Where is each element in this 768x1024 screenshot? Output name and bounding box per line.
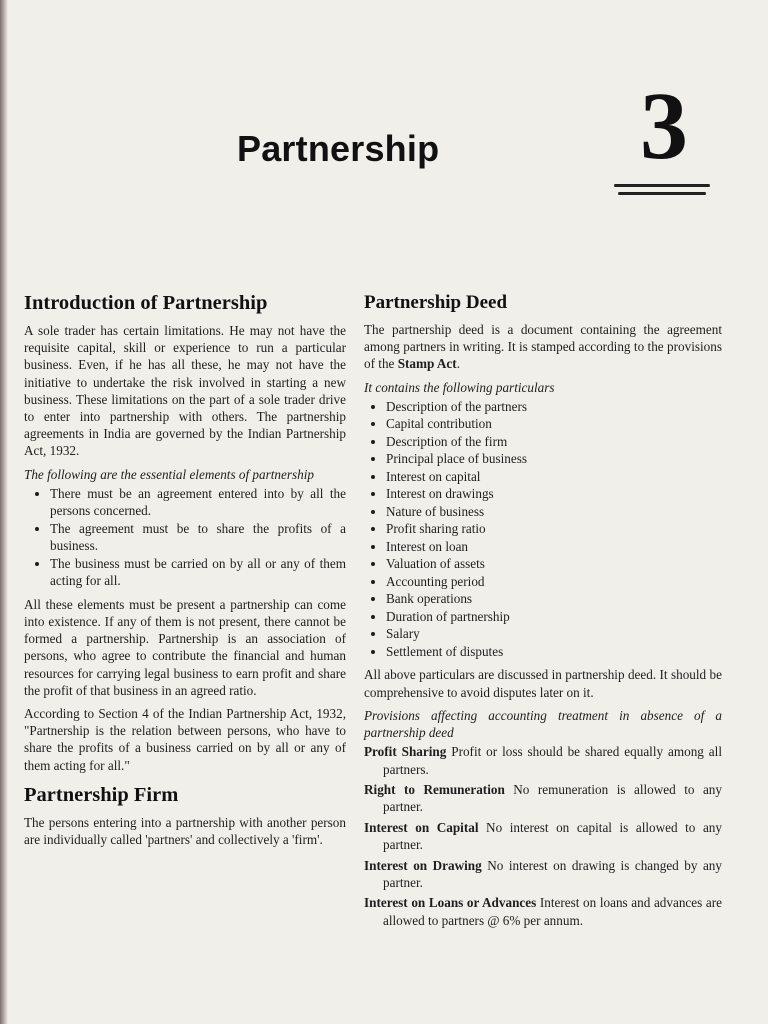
intro-heading: Introduction of Partnership xyxy=(24,292,268,314)
list-item: • Description of the partners xyxy=(386,398,722,416)
deed-text: The partnership deed is a document containing the agreement among partners in writing. It is stamped according to the provisions of the xyxy=(364,322,722,372)
particulars-lead: It contains the following particulars xyxy=(364,379,555,395)
list-item: • Salary xyxy=(386,625,722,643)
intro-paragraph-3: According to Section 4 of the Indian Partnership Act, 1932, "Partnership is the relation between persons, who have to share the profits of a business carried on by all or any of them acting for all." xyxy=(24,706,346,773)
provision-item xyxy=(364,781,722,816)
list-item: • Valuation of assets xyxy=(386,555,722,573)
intro-paragraph-1: A sole trader has certain limitations. He may not have the requisite capital, skill or experience to run a particular business. Even, if he has all these, he may not have the initiative to undertake the risk involved in starting a new business. These limitations on the part of a sole trader drive to enter into partnership with others. The partnership agreements in India are governed by the Indian Partnership Act, 1932. xyxy=(24,323,346,459)
provision-term: Interest on Capital xyxy=(364,819,479,835)
chapter-number: 3 xyxy=(640,72,688,179)
list-item: • Interest on drawings xyxy=(386,485,722,503)
provision-item xyxy=(364,743,722,778)
list-item: • Interest on loan xyxy=(386,538,722,556)
deed-paragraph xyxy=(364,321,722,373)
list-item: • Description of the firm xyxy=(386,433,722,451)
list-item: • Settlement of disputes xyxy=(386,643,722,661)
intro-paragraph-2: All these elements must be present a partnership can come into existence. If any of them is not present, there cannot be formed a partnership. Partnership is an association of persons, who agree to contribute the financial and human resources for carrying legal business to earn profit and share the profit of that business in an agreed ratio. xyxy=(24,596,346,698)
deed-text-end: . xyxy=(456,356,460,372)
list-item: • Capital contribution xyxy=(386,415,722,433)
chapter-underline xyxy=(614,184,710,187)
provision-item xyxy=(364,857,722,892)
list-item: • Accounting period xyxy=(386,573,722,591)
provisions-lead: Provisions affecting accounting treatment in absence of a partnership deed xyxy=(364,707,722,740)
right-column xyxy=(364,292,722,932)
list-item: • Principal place of business xyxy=(386,450,722,468)
list-item: • The agreement must be to share the profits of a business. xyxy=(50,520,346,555)
provision-term: Right to Remuneration xyxy=(364,781,505,797)
provision-text: No interest on capital is allowed to any partner. xyxy=(383,819,722,853)
deed-heading: Partnership Deed xyxy=(364,292,508,313)
provision-text: Interest on loans and advances are allowed to partners @ 6% per annum. xyxy=(383,895,722,928)
provision-item xyxy=(364,894,722,929)
page-binding-edge xyxy=(0,0,8,1024)
firm-heading: Partnership Firm xyxy=(24,783,179,806)
list-item: • Interest on capital xyxy=(386,468,722,486)
provision-term: Interest on Drawing xyxy=(364,857,482,873)
list-item: • Bank operations xyxy=(386,590,722,608)
provision-text: No interest on drawing is changed by any partner. xyxy=(383,857,722,890)
provision-item xyxy=(364,819,722,854)
chapter-title: Partnership xyxy=(237,128,440,169)
list-item: • The business must be carried on by all or any of them acting for all. xyxy=(50,555,346,590)
stamp-act: Stamp Act xyxy=(397,356,457,372)
list-item: • Duration of partnership xyxy=(386,608,722,626)
chapter-underline-2 xyxy=(618,192,706,195)
list-item: • Profit sharing ratio xyxy=(386,520,722,538)
firm-paragraph: The persons entering into a partnership with another person are individually called 'partners' and collectively a 'firm'. xyxy=(24,814,346,848)
elements-lead: The following are the essential elements of partnership xyxy=(24,466,314,482)
provision-text: Profit or loss should be shared equally among all partners. xyxy=(383,744,722,777)
provision-term: Profit Sharing xyxy=(364,744,447,760)
list-item: • Nature of business xyxy=(386,503,722,521)
provision-text: No remuneration is allowed to any partner. xyxy=(383,781,722,815)
list-item: • There must be an agreement entered into by all the persons concerned. xyxy=(50,485,346,520)
left-column xyxy=(24,292,346,854)
elements-list xyxy=(24,485,346,590)
provision-term: Interest on Loans or Advances xyxy=(364,895,537,911)
deed-summary: All above particulars are discussed in partnership deed. It should be comprehensive to avoid disputes later on it. xyxy=(364,667,722,700)
particulars-list xyxy=(364,398,722,661)
